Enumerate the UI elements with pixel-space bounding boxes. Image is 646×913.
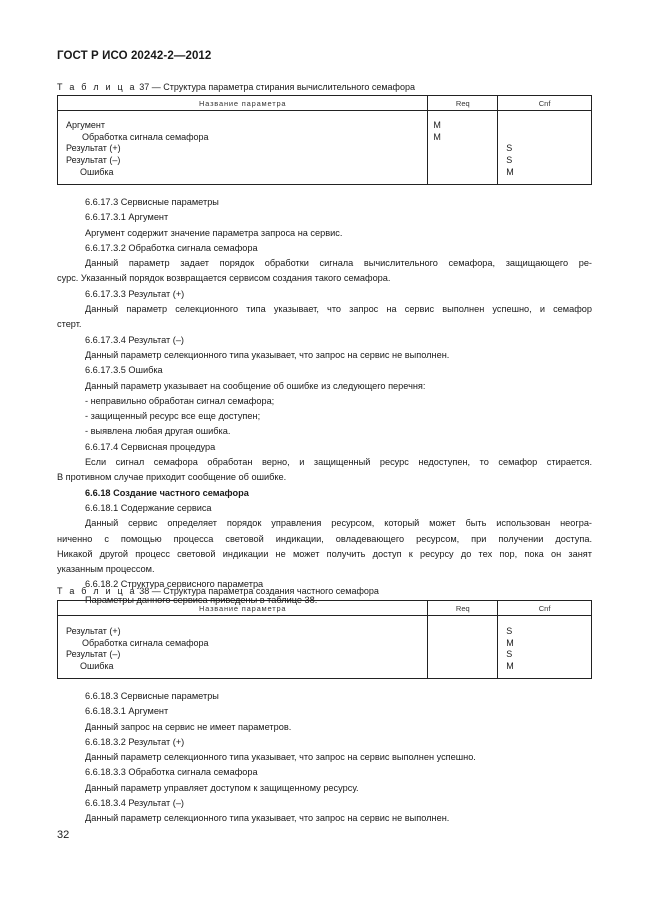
paragraph-line: 6.6.18.3.4 Результат (–)	[85, 798, 184, 809]
document-header: ГОСТ Р ИСО 20242-2—2012	[57, 50, 212, 62]
body-text-section-1	[57, 195, 592, 608]
param-req: M	[433, 131, 441, 142]
param-req-cell	[428, 616, 498, 679]
paragraph-line: Данный параметр селекционного типа указывает, что запрос на сервис не выполнен.	[85, 813, 450, 824]
param-name: Результат (+)	[66, 626, 121, 636]
table-caption-text: 38 — Структура параметра создания частного семафора	[136, 586, 379, 596]
param-name: Результат (+)	[66, 143, 121, 154]
param-cnf-cell	[498, 111, 592, 185]
param-name: Результат (–)	[66, 649, 121, 660]
paragraph-line: 6.6.18.1 Содержание сервиса	[85, 502, 212, 513]
paragraph-line: 6.6.18.2 Структура сервисного параметра	[85, 579, 264, 590]
param-name: Аргумент	[66, 120, 105, 130]
column-header-name: Название параметра	[58, 96, 428, 111]
table-38-caption	[57, 586, 379, 596]
paragraph-line: Данный параметр селекционного типа указывает, что запрос на сервис не выполнен.	[85, 349, 450, 360]
table-caption-prefix: Т а б л и ц а	[57, 82, 137, 92]
paragraph-line: указанным процессом.	[57, 564, 155, 575]
paragraph-line: Аргумент содержит значение параметра запроса на сервис.	[85, 227, 343, 238]
list-item: - выявлена любая другая ошибка.	[85, 426, 231, 437]
paragraph-line: стерт.	[57, 319, 82, 330]
paragraph-line: Если сигнал семафора обработан верно, и защищенный ресурс недоступен, то семафор стирается.	[85, 457, 592, 468]
paragraph-line: Данный запрос на сервис не имеет параметров.	[85, 721, 292, 732]
paragraph-line: 6.6.17.4 Сервисная процедура	[85, 441, 216, 452]
column-header-cnf: Cnf	[498, 96, 592, 111]
param-cnf: M	[506, 166, 514, 177]
body-text-section-2	[57, 689, 592, 827]
param-name-cell	[58, 616, 428, 679]
paragraph-line: Данный параметр управляет доступом к защищенному ресурсу.	[85, 782, 359, 793]
param-cnf-cell	[498, 616, 592, 679]
param-req	[433, 155, 497, 167]
paragraph-line: сурс. Указанный порядок возвращается сервисом создания такого семафора.	[57, 273, 391, 284]
paragraph-line: Никакой другой процесс световой индикации не может получить доступ к ресурсу до тех пор, пока он занят	[57, 548, 592, 559]
param-req	[433, 167, 497, 179]
paragraph-line: Данный параметр указывает на сообщение об ошибке из следующего перечня:	[85, 380, 426, 391]
column-header-name: Название параметра	[58, 601, 428, 616]
param-cnf: S	[506, 626, 513, 636]
table-38	[57, 600, 592, 679]
section-heading: 6.6.18 Создание частного семафора	[85, 487, 249, 498]
paragraph-line: Данный параметр задает порядок обработки сигнала вычислительного семафора, защищающего ре-	[85, 258, 592, 269]
param-req	[433, 661, 497, 673]
paragraph-line: 6.6.17.3.1 Аргумент	[85, 212, 169, 223]
column-header-cnf: Cnf	[498, 601, 592, 616]
page-number: 32	[57, 829, 70, 841]
paragraph-line: 6.6.17.3.3 Результат (+)	[85, 288, 185, 299]
param-cnf: M	[506, 637, 514, 648]
paragraph-line: 6.6.17.3.4 Результат (–)	[85, 334, 184, 345]
table-caption-prefix: Т а б л и ц а	[57, 586, 137, 596]
paragraph-line: 6.6.18.3.1 Аргумент	[85, 706, 169, 717]
paragraph-line: 6.6.17.3.2 Обработка сигнала семафора	[85, 242, 258, 253]
param-name: Ошибка	[80, 166, 114, 177]
paragraph-line: 6.6.18.3 Сервисные параметры	[85, 691, 219, 701]
paragraph-line: Данный параметр селекционного типа указывает, что запрос на сервис выполнен успешно, и семафор	[85, 304, 592, 315]
param-cnf: S	[506, 143, 513, 154]
param-req	[433, 626, 497, 638]
list-item: - защищенный ресурс все еще доступен;	[85, 411, 261, 422]
column-header-req: Req	[428, 601, 498, 616]
param-req	[433, 638, 497, 650]
param-name: Обработка сигнала семафора	[82, 131, 209, 142]
param-req	[433, 143, 497, 155]
paragraph-line: 6.6.17.3.5 Ошибка	[85, 365, 163, 376]
paragraph-line: 6.6.18.3.3 Обработка сигнала семафора	[85, 767, 258, 778]
param-name: Результат (–)	[66, 155, 121, 166]
param-req	[433, 649, 497, 661]
paragraph-line: 6.6.17.3 Сервисные параметры	[85, 197, 219, 207]
paragraph-line: В противном случае приходит сообщение об ошибке.	[57, 472, 287, 483]
param-req: M	[433, 120, 441, 130]
param-cnf: M	[506, 661, 514, 672]
param-cnf: S	[506, 649, 513, 660]
param-cnf	[506, 120, 591, 132]
paragraph-line: 6.6.18.3.2 Результат (+)	[85, 736, 185, 747]
param-cnf	[506, 132, 591, 144]
column-header-req: Req	[428, 96, 498, 111]
list-item: - неправильно обработан сигнал семафора;	[85, 395, 275, 406]
param-name: Обработка сигнала семафора	[82, 637, 209, 648]
table-37	[57, 95, 592, 185]
paragraph-line: Данный сервис определяет порядок управления ресурсом, который может быть использован неогра-	[85, 518, 592, 529]
param-name-cell	[58, 111, 428, 185]
param-cnf: S	[506, 155, 513, 166]
param-name: Ошибка	[80, 661, 114, 672]
param-req-cell	[428, 111, 498, 185]
table-caption-text: 37 — Структура параметра стирания вычислительного семафора	[136, 82, 415, 92]
paragraph-line: Данный параметр селекционного типа указывает, что запрос на сервис выполнен успешно.	[85, 752, 476, 763]
table-37-caption	[57, 82, 415, 92]
paragraph-line: Параметры данного сервиса приведены в таблице 38.	[85, 594, 318, 605]
paragraph-line: ниченно с помощью процесса световой индикации, овладевающего ресурсом, при получении доступа.	[57, 533, 592, 544]
